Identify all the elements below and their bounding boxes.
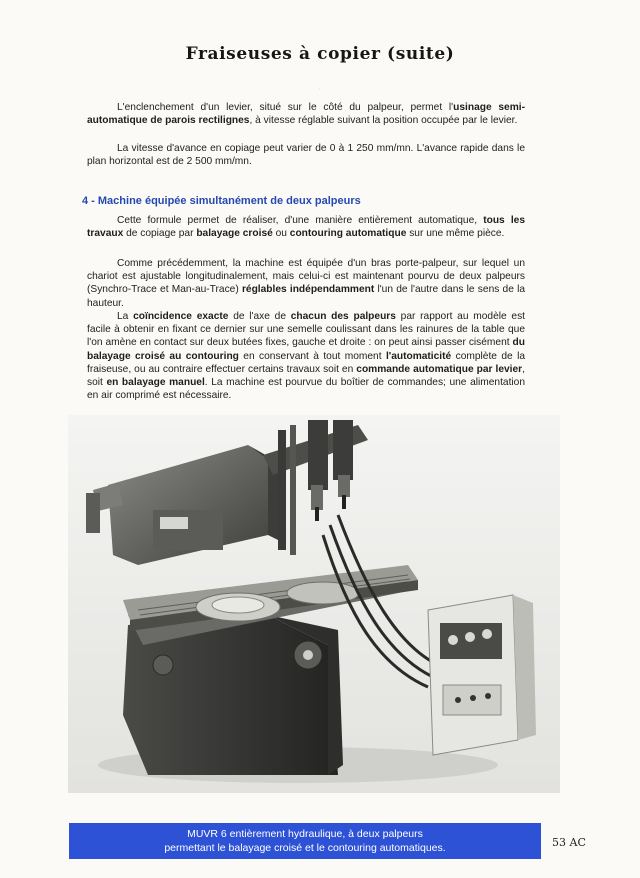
text-run: sur une même pièce. xyxy=(406,228,505,240)
text-run: par rapport au modèle est facile à obtenir en fixant ce dernier sur une semelle coulissant dans les rainures de la table que l'on amène en contact sur deux butées fixes, gauche et droite : on peut ainsi passer cisément xyxy=(87,311,526,349)
bold-run: réglables indépendamment xyxy=(241,284,375,296)
text-run: en conservant à tout moment xyxy=(238,350,386,362)
bold-run: usinage semi-automatique de parois rectilignes xyxy=(87,102,525,127)
text-run: L'enclenchement d'un levier, situé sur le côté du palpeur, permet l' xyxy=(117,102,454,113)
text-run: l'un de l'autre dans le sens de la hauteur. xyxy=(87,284,526,309)
text-run: La xyxy=(117,311,134,322)
bold-run: tous les travaux xyxy=(87,215,525,240)
stray-mark: · xyxy=(318,86,321,93)
paragraph-lever xyxy=(87,101,525,127)
paragraph-text xyxy=(87,214,525,240)
page-title: Fraiseuses à copier (suite) xyxy=(185,44,455,64)
paragraph-text xyxy=(87,257,525,310)
bold-run: en balayage manuel xyxy=(106,377,205,389)
bold-run: du balayage croisé au contouring xyxy=(87,337,525,362)
bold-run: l'automaticité xyxy=(385,350,452,362)
text-run: , soit xyxy=(87,363,525,389)
page-number: 53 AC xyxy=(552,836,586,849)
paragraph-arm xyxy=(87,257,525,310)
text-run: de l'axe de xyxy=(228,311,291,322)
text-run: ou xyxy=(272,228,290,240)
bold-run: chacun des palpeurs xyxy=(290,311,396,322)
paragraph-text xyxy=(87,310,525,402)
caption-line: permettant le balayage croisé et le contouring automatiques. xyxy=(164,842,446,854)
section-heading: 4 - Machine équipée simultanément de deux palpeurs xyxy=(82,195,361,207)
paragraph-text xyxy=(87,142,525,168)
bold-run: balayage croisé xyxy=(196,228,273,240)
text-run: . La machine est pourvue du boîtier de commandes; une alimentation en air comprimé est nécessaire. xyxy=(87,377,525,402)
text-run: complète de la fraiseuse, ou au contraire effectuer certains travaux soit en xyxy=(87,350,525,375)
bold-run: contouring automatique xyxy=(289,228,407,240)
text-run: La vitesse d'avance en copiage peut varier de 0 à 1 250 mm/mn. L'avance rapide dans le plan horizontal est de 2 500 mm/mn. xyxy=(87,143,525,168)
text-run: Comme précédemment, la machine est équipée d'un bras porte-palpeur, sur lequel un chariot est ajustable longitudinalement, mais celui-ci est maintenant pourvu de deux palpeurs (Synchro-Trace et Man-au-Trace) xyxy=(87,258,525,296)
bold-run: coïncidence exacte xyxy=(133,311,229,322)
paragraph-coincidence xyxy=(87,310,525,402)
text-run: Cette formule permet de réaliser, d'une manière entièrement automatique, xyxy=(117,215,484,226)
caption-line: MUVR 6 entièrement hydraulique, à deux palpeurs xyxy=(187,828,423,840)
text-run: , à vitesse réglable suivant la position occupée par le levier. xyxy=(249,115,518,127)
paragraph-formula xyxy=(87,214,525,240)
photo-caption xyxy=(69,823,541,859)
text-run: de copiage par xyxy=(123,228,197,240)
paragraph-speed xyxy=(87,142,525,168)
bold-run: commande automatique par levier xyxy=(356,363,523,375)
paragraph-text xyxy=(87,101,525,127)
machine-photo xyxy=(68,415,560,793)
milling-machine-illustration xyxy=(68,415,560,793)
